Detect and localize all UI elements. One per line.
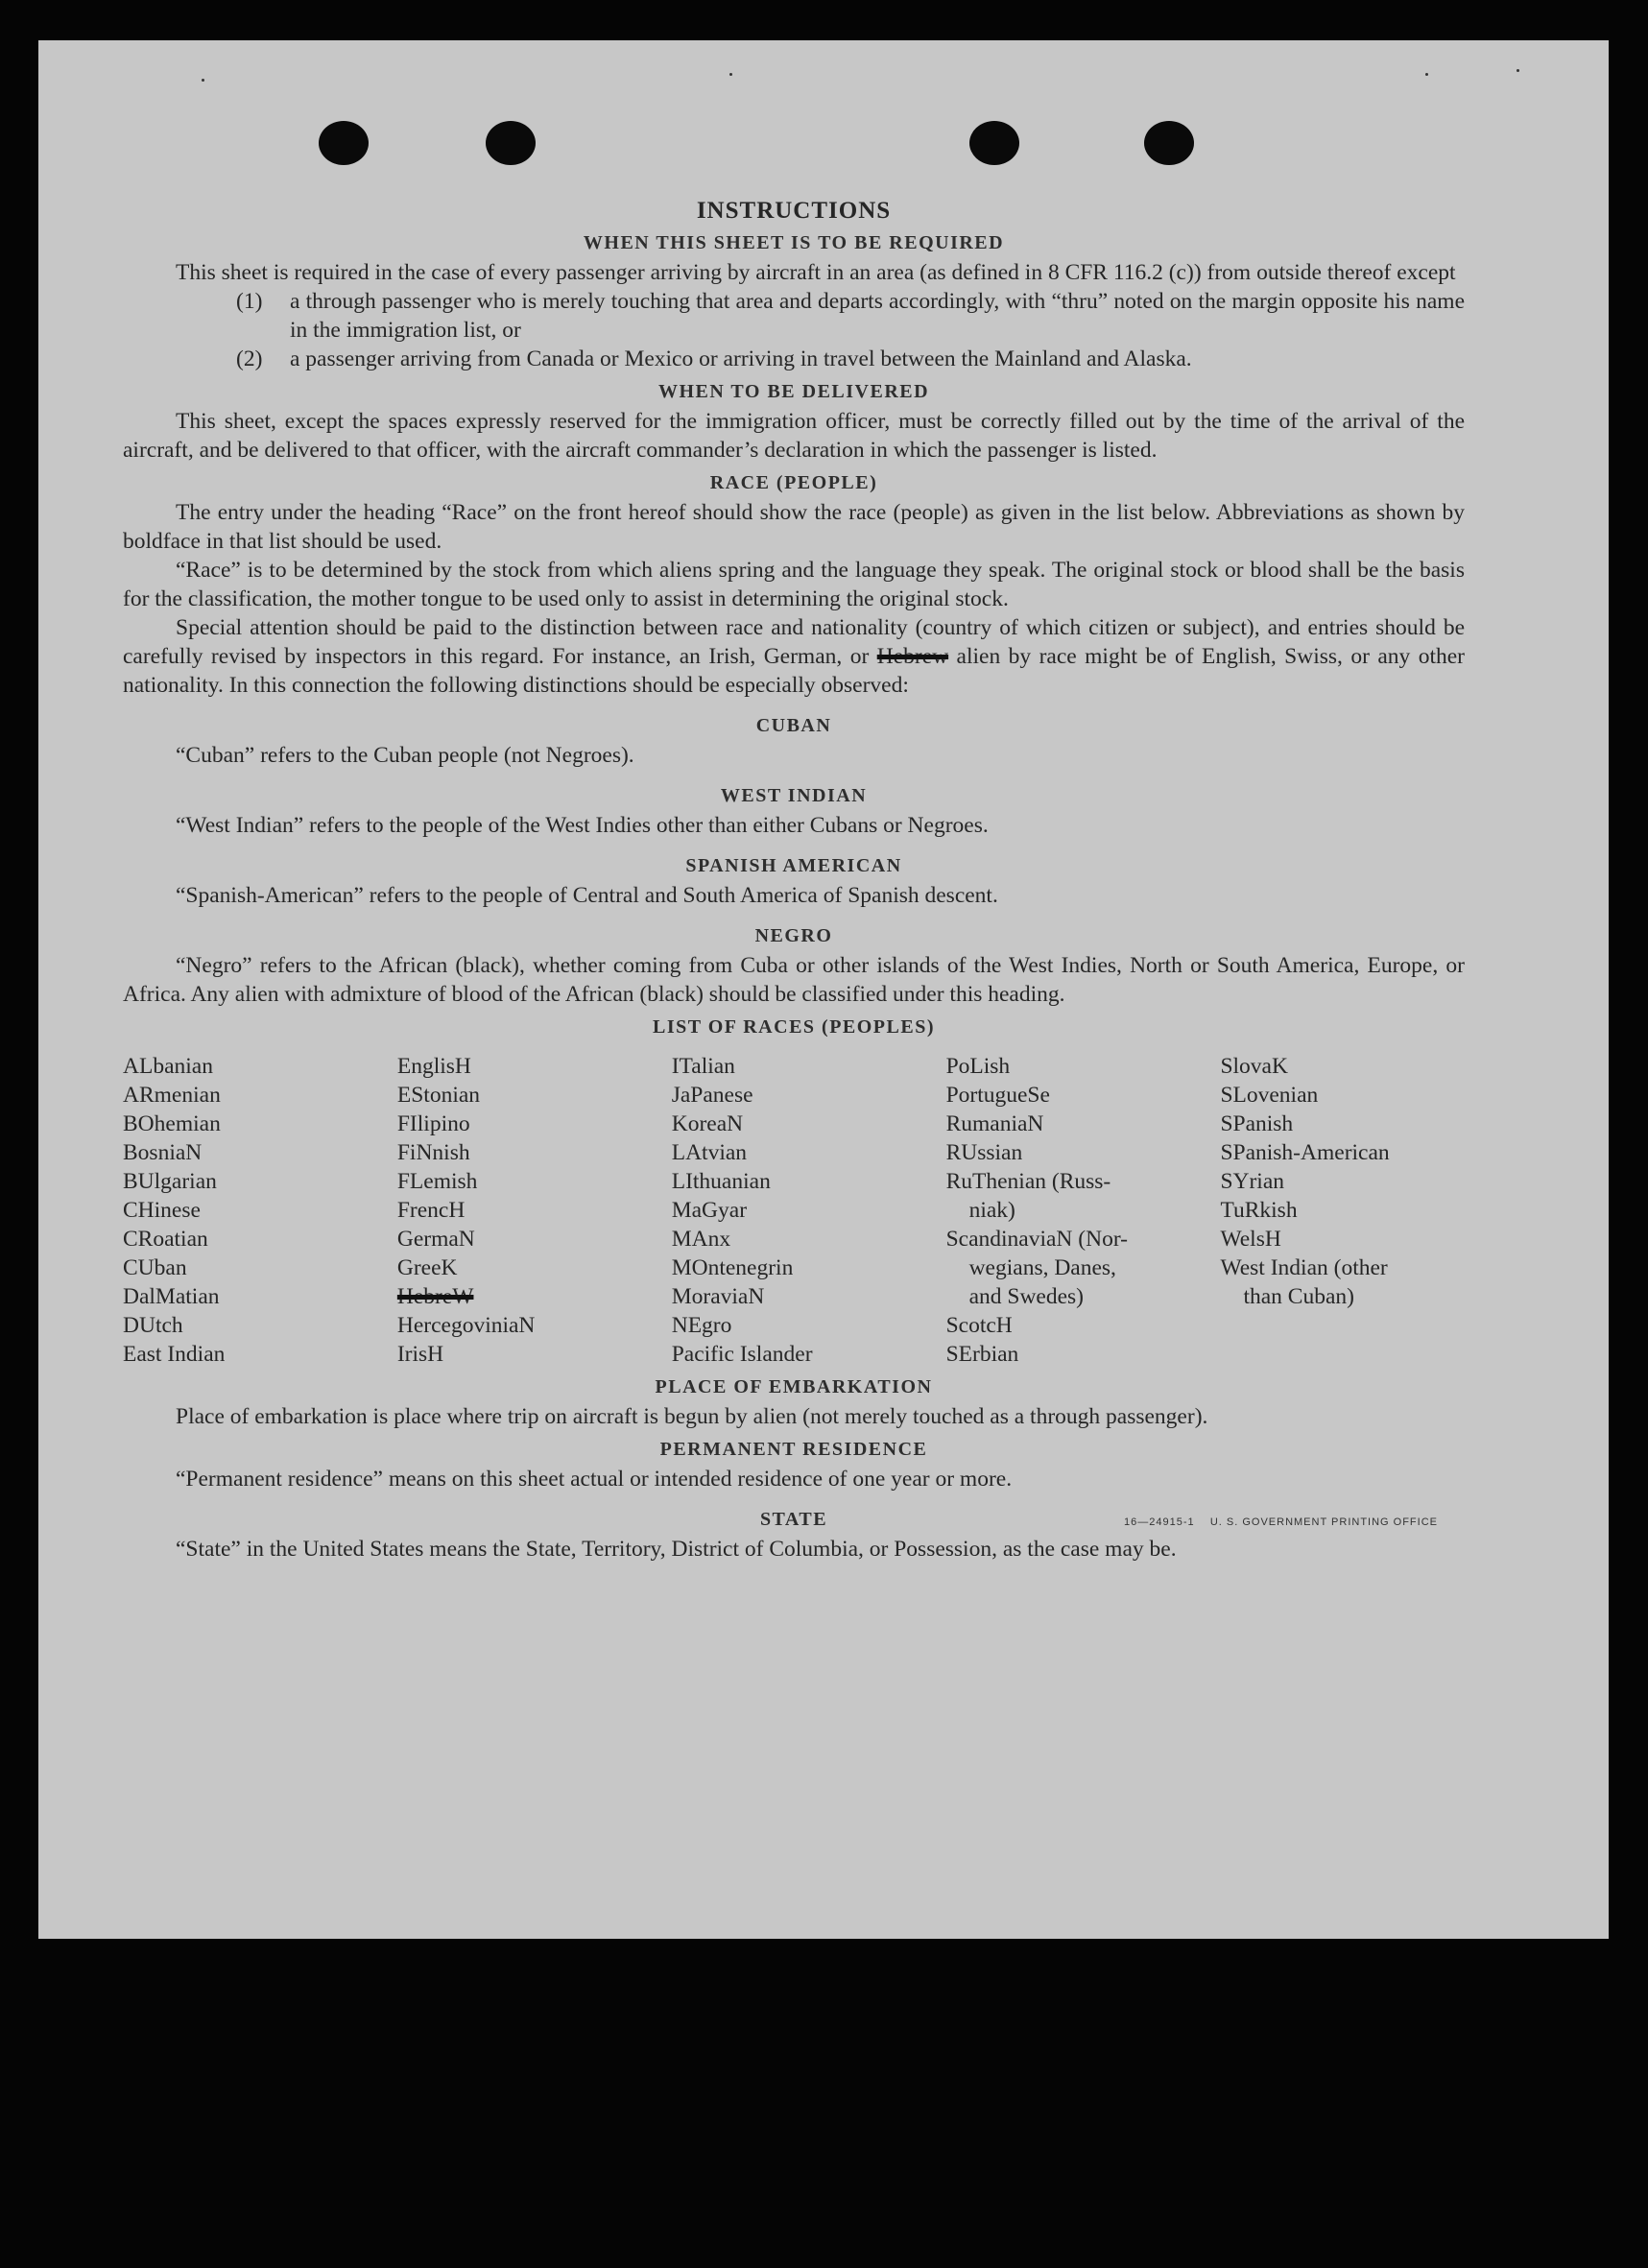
race-entry: RuThenian (Russ-	[945, 1169, 1111, 1194]
race-entry: ALbanian	[123, 1054, 213, 1079]
race-paragraph-3b: alien by race might be of English, Swiss, or any other nationality. In this connection the following distinctions should be especially observed:	[123, 644, 1465, 698]
race-column	[946, 1052, 1221, 1369]
heading-race: RACE (PEOPLE)	[709, 472, 878, 493]
race-entry: GermaN	[396, 1227, 475, 1252]
race-entry: LAtvian	[671, 1140, 748, 1165]
page-title: INSTRUCTIONS	[696, 198, 892, 224]
punch-hole	[969, 121, 1019, 165]
race-entry: SPanish-American	[1220, 1140, 1390, 1165]
heading-cuban: CUBAN	[755, 715, 832, 736]
race-entry: EStonian	[396, 1083, 481, 1108]
race-entry: PortugueSe	[945, 1083, 1050, 1108]
printer-name: U. S. GOVERNMENT PRINTING OFFICE	[1209, 1516, 1438, 1528]
race-entry: FrencH	[396, 1198, 466, 1223]
race-entry: RUssian	[945, 1140, 1023, 1165]
race-entry: East Indian	[123, 1342, 226, 1367]
race-entry: and Swedes)	[968, 1284, 1085, 1309]
race-entry-struck: HebreW	[396, 1284, 474, 1309]
race-entry: BOhemian	[123, 1111, 221, 1136]
race-entry: DUtch	[123, 1313, 183, 1338]
section-cuban	[123, 715, 1465, 770]
race-column	[397, 1052, 672, 1369]
race-entry: MaGyar	[671, 1198, 748, 1223]
race-entry: SLovenian	[1220, 1083, 1319, 1108]
race-entry: SlovaK	[1220, 1054, 1288, 1079]
race-paragraph-3a: Special attention should be paid to the distinction between race and nationality (country of which citizen or subject), and entries should be carefully revised by inspectors in this regard. For instance, an Irish, German, or	[123, 615, 1465, 669]
section-embarkation	[123, 1376, 1465, 1431]
race-entry: West Indian (other	[1220, 1255, 1388, 1280]
heading-west-indian: WEST INDIAN	[720, 785, 868, 806]
race-entry: DalMatian	[123, 1284, 220, 1309]
section-race-list	[123, 1016, 1465, 1369]
state-text: “State” in the United States means the State, Territory, District of Columbia, or Possession, as the case may be.	[176, 1537, 1177, 1562]
exception-item	[123, 287, 1465, 345]
race-list	[123, 1052, 1465, 1369]
section-state	[123, 1509, 1465, 1564]
race-entry: JaPanese	[671, 1083, 753, 1108]
race-entry: FiNnish	[396, 1140, 470, 1165]
race-entry: MOntenegrin	[671, 1255, 794, 1280]
race-entry: RumaniaN	[945, 1111, 1044, 1136]
item-text: a passenger arriving from Canada or Mexico or arriving in travel between the Mainland and Alaska.	[290, 346, 1192, 371]
race-entry: FLemish	[396, 1169, 478, 1194]
race-entry: ITalian	[671, 1054, 735, 1079]
race-entry: than Cuban)	[1243, 1284, 1354, 1309]
race-entry: Pacific Islander	[671, 1342, 813, 1367]
race-column	[123, 1052, 397, 1369]
item-text: a through passenger who is merely touching that area and departs accordingly, with “thru” noted on the margin opposite his name in the immigration list, or	[290, 289, 1465, 343]
document-sheet	[38, 40, 1609, 1939]
punch-hole	[1144, 121, 1194, 165]
spanish-american-text: “Spanish-American” refers to the people of Central and South America of Spanish descent.	[176, 883, 998, 908]
race-entry: BosniaN	[123, 1140, 203, 1165]
race-entry: SPanish	[1220, 1111, 1294, 1136]
race-entry: LIthuanian	[671, 1169, 771, 1194]
section-when-required	[123, 232, 1465, 373]
residence-text: “Permanent residence” means on this sheet actual or intended residence of one year or more.	[176, 1467, 1013, 1492]
heading-residence: PERMANENT RESIDENCE	[659, 1439, 928, 1460]
race-entry: ScandinaviaN (Nor-	[945, 1227, 1129, 1252]
race-entry: SYrian	[1220, 1169, 1285, 1194]
race-column	[1220, 1052, 1465, 1369]
heading-embarkation: PLACE OF EMBARKATION	[655, 1376, 933, 1397]
heading-spanish-american: SPANISH AMERICAN	[685, 855, 902, 876]
heading-when-required: WHEN THIS SHEET IS TO BE REQUIRED	[583, 232, 1005, 253]
item-number: (2)	[236, 346, 263, 371]
section-residence	[123, 1439, 1465, 1493]
race-entry: CUban	[123, 1255, 187, 1280]
race-entry: FIlipino	[396, 1111, 470, 1136]
speck	[1517, 69, 1519, 72]
speck	[729, 73, 732, 76]
race-entry: EnglisH	[396, 1054, 471, 1079]
race-entry: IrisH	[396, 1342, 444, 1367]
form-number: 16—24915-1	[1124, 1516, 1195, 1528]
race-entry: ScotcH	[945, 1313, 1013, 1338]
punch-hole	[319, 121, 369, 165]
heading-race-list: LIST OF RACES (PEOPLES)	[652, 1016, 935, 1038]
section-west-indian	[123, 785, 1465, 840]
race-entry: HercegoviniaN	[396, 1313, 536, 1338]
race-entry: CRoatian	[123, 1227, 208, 1252]
race-paragraph-2: “Race” is to be determined by the stock from which aliens spring and the language they speak. The original stock or blood shall be the basis for the classification, the mother tongue to be used only to assist in determining the original stock.	[123, 558, 1465, 611]
item-number: (1)	[236, 289, 263, 314]
heading-when-delivered: WHEN TO BE DELIVERED	[657, 381, 930, 402]
west-indian-text: “West Indian” refers to the people of the West Indies other than either Cubans or Negroes.	[176, 813, 989, 838]
heading-negro: NEGRO	[754, 925, 833, 946]
cuban-text: “Cuban” refers to the Cuban people (not Negroes).	[176, 743, 634, 768]
race-entry: wegians, Danes,	[968, 1255, 1116, 1280]
printer-footer	[1124, 1516, 1438, 1528]
section-race	[123, 472, 1465, 700]
race-entry: CHinese	[123, 1198, 201, 1223]
negro-text: “Negro” refers to the African (black), whether coming from Cuba or other islands of the West Indies, North or South America, Europe, or Africa. Any alien with admixture of blood of the African (black) should be classified under this heading.	[123, 953, 1465, 1007]
speck	[202, 79, 204, 82]
heading-state: STATE	[759, 1509, 828, 1530]
punch-hole	[486, 121, 536, 165]
section-negro	[123, 925, 1465, 1009]
race-entry: GreeK	[396, 1255, 458, 1280]
race-paragraph-1: The entry under the heading “Race” on the front hereof should show the race (people) as given in the list below. Abbreviations as shown by boldface in that list should be used.	[123, 500, 1465, 554]
race-entry: SErbian	[945, 1342, 1019, 1367]
race-entry: PoLish	[945, 1054, 1011, 1079]
race-entry: TuRkish	[1220, 1198, 1298, 1223]
race-entry: MoraviaN	[671, 1284, 765, 1309]
when-delivered-text: This sheet, except the spaces expressly reserved for the immigration officer, must be correctly filled out by the time of the arrival of the aircraft, and be delivered to that officer, with the aircraft commander’s declaration in which the passenger is listed.	[123, 409, 1465, 463]
race-entry: niak)	[968, 1198, 1015, 1223]
struck-word: Hebrew	[876, 644, 949, 669]
race-entry: WelsH	[1220, 1227, 1281, 1252]
when-required-intro: This sheet is required in the case of every passenger arriving by aircraft in an area (as defined in 8 CFR 116.2 (c)) from outside thereof except	[176, 260, 1456, 285]
speck	[1425, 73, 1428, 76]
race-entry: NEgro	[671, 1313, 732, 1338]
race-column	[672, 1052, 946, 1369]
race-paragraph-3	[123, 613, 1465, 700]
section-when-delivered	[123, 381, 1465, 465]
exception-item	[123, 345, 1465, 373]
race-entry: KoreaN	[671, 1111, 744, 1136]
race-entry: MAnx	[671, 1227, 731, 1252]
embarkation-text: Place of embarkation is place where trip on aircraft is begun by alien (not merely touched as a through passenger).	[176, 1404, 1208, 1429]
section-spanish-american	[123, 855, 1465, 910]
race-entry: BUlgarian	[123, 1169, 217, 1194]
race-entry: ARmenian	[123, 1083, 221, 1108]
